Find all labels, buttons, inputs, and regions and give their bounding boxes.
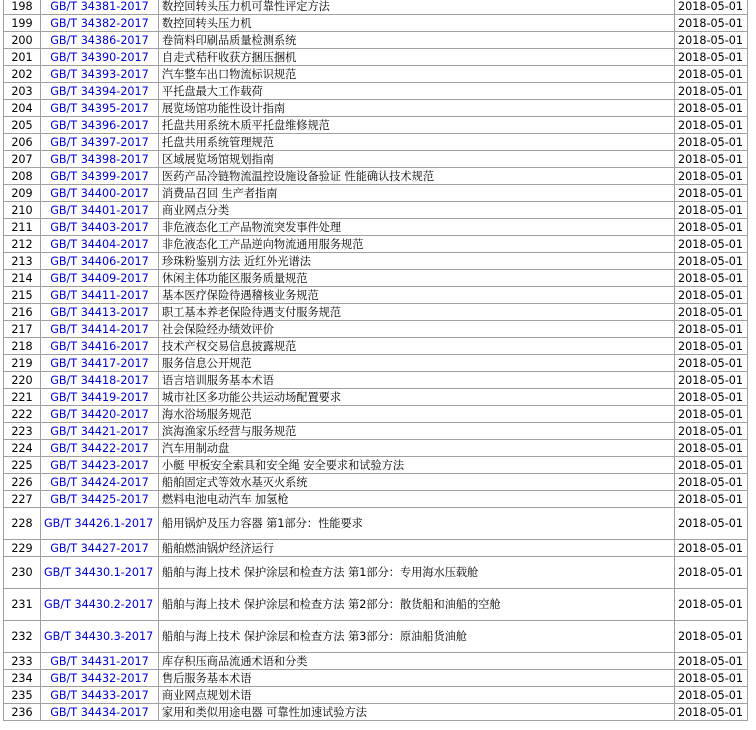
row-number: 209 [4, 185, 41, 202]
standard-code-link[interactable]: GB/T 34406-2017 [50, 254, 149, 268]
standard-code-link[interactable]: GB/T 34432-2017 [50, 671, 149, 685]
table-row [4, 202, 748, 219]
standard-code-link[interactable]: GB/T 34422-2017 [50, 441, 149, 455]
table-row [4, 168, 748, 185]
row-number: 224 [4, 440, 41, 457]
effective-date: 2018-05-01 [675, 287, 748, 304]
row-number: 219 [4, 355, 41, 372]
standard-code-link[interactable]: GB/T 34394-2017 [50, 84, 149, 98]
standard-name: 基本医疗保险待遇稽核业务规范 [159, 287, 675, 304]
table-row [4, 491, 748, 508]
standard-code-cell [41, 440, 159, 457]
standard-code-cell [41, 321, 159, 338]
row-number: 225 [4, 457, 41, 474]
standard-code-link[interactable]: GB/T 34430.3-2017 [44, 629, 154, 643]
effective-date: 2018-05-01 [675, 117, 748, 134]
standard-code-cell [41, 304, 159, 321]
row-number: 215 [4, 287, 41, 304]
standard-code-cell [41, 687, 159, 704]
standard-code-cell [41, 389, 159, 406]
table-row [4, 508, 748, 540]
standard-code-link[interactable]: GB/T 34430.1-2017 [44, 565, 154, 579]
standard-code-link[interactable]: GB/T 34425-2017 [50, 492, 149, 506]
standard-code-cell [41, 0, 159, 15]
standards-table [3, 0, 748, 721]
effective-date: 2018-05-01 [675, 66, 748, 83]
standard-code-cell [41, 134, 159, 151]
standard-code-link[interactable]: GB/T 34413-2017 [50, 305, 149, 319]
standard-name: 汽车整车出口物流标识规范 [159, 66, 675, 83]
effective-date: 2018-05-01 [675, 236, 748, 253]
standard-code-cell [41, 49, 159, 66]
standard-code-cell [41, 338, 159, 355]
standard-code-cell [41, 66, 159, 83]
standard-name: 数控回转头压力机 [159, 15, 675, 32]
table-row [4, 621, 748, 653]
effective-date: 2018-05-01 [675, 202, 748, 219]
standards-list [3, 0, 748, 721]
effective-date: 2018-05-01 [675, 423, 748, 440]
standard-name: 数控回转头压力机可靠性评定方法 [159, 0, 675, 15]
table-row [4, 372, 748, 389]
effective-date: 2018-05-01 [675, 457, 748, 474]
row-number: 207 [4, 151, 41, 168]
standard-code-cell [41, 670, 159, 687]
effective-date: 2018-05-01 [675, 653, 748, 670]
table-row [4, 49, 748, 66]
standard-name: 非危液态化工产品物流突发事件处理 [159, 219, 675, 236]
standard-code-link[interactable]: GB/T 34390-2017 [50, 50, 149, 64]
row-number: 204 [4, 100, 41, 117]
effective-date: 2018-05-01 [675, 134, 748, 151]
standard-code-link[interactable]: GB/T 34396-2017 [50, 118, 149, 132]
effective-date: 2018-05-01 [675, 355, 748, 372]
effective-date: 2018-05-01 [675, 670, 748, 687]
standard-name: 库存积压商品流通术语和分类 [159, 653, 675, 670]
row-number: 216 [4, 304, 41, 321]
table-row [4, 151, 748, 168]
table-row [4, 134, 748, 151]
row-number: 234 [4, 670, 41, 687]
row-number: 198 [4, 0, 41, 15]
row-number: 201 [4, 49, 41, 66]
table-row [4, 185, 748, 202]
standard-code-link[interactable]: GB/T 34430.2-2017 [44, 597, 154, 611]
effective-date: 2018-05-01 [675, 253, 748, 270]
standard-code-link[interactable]: GB/T 34411-2017 [50, 288, 149, 302]
standard-name: 社会保险经办绩效评价 [159, 321, 675, 338]
standard-name: 托盘共用系统管理规范 [159, 134, 675, 151]
standard-name: 燃料电池电动汽车 加氢枪 [159, 491, 675, 508]
row-number: 218 [4, 338, 41, 355]
table-row [4, 670, 748, 687]
standard-code-link[interactable]: GB/T 34424-2017 [50, 475, 149, 489]
row-number: 228 [4, 508, 41, 540]
standard-code-link[interactable]: GB/T 34386-2017 [50, 33, 149, 47]
standard-name: 船舶固定式等效水基灭火系统 [159, 474, 675, 491]
effective-date: 2018-05-01 [675, 540, 748, 557]
standard-name: 技术产权交易信息披露规范 [159, 338, 675, 355]
standard-code-link[interactable]: GB/T 34427-2017 [50, 541, 149, 555]
standard-code-cell [41, 32, 159, 49]
effective-date: 2018-05-01 [675, 168, 748, 185]
effective-date: 2018-05-01 [675, 15, 748, 32]
table-row [4, 389, 748, 406]
standard-code-link[interactable]: GB/T 34395-2017 [50, 101, 149, 115]
table-row [4, 0, 748, 15]
standard-name: 自走式秸秆收获方捆压捆机 [159, 49, 675, 66]
effective-date: 2018-05-01 [675, 338, 748, 355]
row-number: 221 [4, 389, 41, 406]
effective-date: 2018-05-01 [675, 621, 748, 653]
standard-code-cell [41, 372, 159, 389]
effective-date: 2018-05-01 [675, 557, 748, 589]
standard-code-cell [41, 168, 159, 185]
effective-date: 2018-05-01 [675, 687, 748, 704]
standard-name: 语言培训服务基本术语 [159, 372, 675, 389]
effective-date: 2018-05-01 [675, 589, 748, 621]
standard-code-cell [41, 508, 159, 540]
standard-name: 展览场馆功能性设计指南 [159, 100, 675, 117]
table-row [4, 236, 748, 253]
effective-date: 2018-05-01 [675, 32, 748, 49]
standard-code-cell [41, 185, 159, 202]
table-row [4, 474, 748, 491]
standard-code-cell [41, 287, 159, 304]
standard-name: 医药产品冷链物流温控设施设备验证 性能确认技术规范 [159, 168, 675, 185]
standard-name: 商业网点分类 [159, 202, 675, 219]
standard-code-cell [41, 117, 159, 134]
standard-code-cell [41, 253, 159, 270]
standard-code-cell [41, 457, 159, 474]
standard-name: 船舶与海上技术 保护涂层和检查方法 第1部分：专用海水压载舱 [159, 557, 675, 589]
standard-code-link[interactable]: GB/T 34419-2017 [50, 390, 149, 404]
standard-code-link[interactable]: GB/T 34416-2017 [50, 339, 149, 353]
table-row [4, 704, 748, 721]
standard-code-link[interactable]: GB/T 34382-2017 [50, 16, 149, 30]
standard-code-cell [41, 621, 159, 653]
standard-code-cell [41, 491, 159, 508]
standard-code-link[interactable]: GB/T 34393-2017 [50, 67, 149, 81]
standard-code-link[interactable]: GB/T 34423-2017 [50, 458, 149, 472]
effective-date: 2018-05-01 [675, 304, 748, 321]
table-row [4, 355, 748, 372]
standard-name: 消费品召回 生产者指南 [159, 185, 675, 202]
standard-code-cell [41, 540, 159, 557]
standard-name: 平托盘最大工作载荷 [159, 83, 675, 100]
row-number: 226 [4, 474, 41, 491]
row-number: 236 [4, 704, 41, 721]
standard-code-cell [41, 236, 159, 253]
standard-code-link[interactable]: GB/T 34421-2017 [50, 424, 149, 438]
row-number: 231 [4, 589, 41, 621]
row-number: 222 [4, 406, 41, 423]
standard-code-link[interactable]: GB/T 34434-2017 [50, 705, 149, 719]
standard-code-link[interactable]: GB/T 34398-2017 [50, 152, 149, 166]
standard-code-link[interactable]: GB/T 34426.1-2017 [44, 516, 154, 530]
standard-code-cell [41, 557, 159, 589]
table-row [4, 117, 748, 134]
standard-code-cell [41, 474, 159, 491]
table-row [4, 457, 748, 474]
row-number: 229 [4, 540, 41, 557]
row-number: 210 [4, 202, 41, 219]
standard-name: 船舶与海上技术 保护涂层和检查方法 第2部分：散货船和油船的空舱 [159, 589, 675, 621]
standard-name: 服务信息公开规范 [159, 355, 675, 372]
table-row [4, 321, 748, 338]
standard-name: 小艇 甲板安全索具和安全绳 安全要求和试验方法 [159, 457, 675, 474]
table-row [4, 270, 748, 287]
row-number: 208 [4, 168, 41, 185]
row-number: 212 [4, 236, 41, 253]
standard-code-link[interactable]: GB/T 34399-2017 [50, 169, 149, 183]
standard-code-cell [41, 653, 159, 670]
row-number: 211 [4, 219, 41, 236]
row-number: 233 [4, 653, 41, 670]
row-number: 199 [4, 15, 41, 32]
standard-name: 托盘共用系统木质平托盘维修规范 [159, 117, 675, 134]
effective-date: 2018-05-01 [675, 704, 748, 721]
row-number: 203 [4, 83, 41, 100]
table-row [4, 100, 748, 117]
table-row [4, 589, 748, 621]
table-row [4, 557, 748, 589]
row-number: 232 [4, 621, 41, 653]
standard-code-link[interactable]: GB/T 34397-2017 [50, 135, 149, 149]
standard-code-link[interactable]: GB/T 34431-2017 [50, 654, 149, 668]
effective-date: 2018-05-01 [675, 151, 748, 168]
standard-name: 船舶燃油锅炉经济运行 [159, 540, 675, 557]
standard-code-link[interactable]: GB/T 34381-2017 [50, 0, 149, 13]
standard-code-cell [41, 355, 159, 372]
row-number: 200 [4, 32, 41, 49]
standard-name: 休闲主体功能区服务质量规范 [159, 270, 675, 287]
effective-date: 2018-05-01 [675, 185, 748, 202]
standard-code-cell [41, 704, 159, 721]
row-number: 223 [4, 423, 41, 440]
row-number: 214 [4, 270, 41, 287]
standard-code-link[interactable]: GB/T 34417-2017 [50, 356, 149, 370]
row-number: 205 [4, 117, 41, 134]
effective-date: 2018-05-01 [675, 474, 748, 491]
standard-code-link[interactable]: GB/T 34420-2017 [50, 407, 149, 421]
effective-date: 2018-05-01 [675, 440, 748, 457]
table-row [4, 338, 748, 355]
row-number: 230 [4, 557, 41, 589]
standard-code-link[interactable]: GB/T 34401-2017 [50, 203, 149, 217]
effective-date: 2018-05-01 [675, 372, 748, 389]
standard-name: 珍珠粉鉴别方法 近红外光谱法 [159, 253, 675, 270]
standard-name: 海水浴场服务规范 [159, 406, 675, 423]
standard-name: 商业网点规划术语 [159, 687, 675, 704]
effective-date: 2018-05-01 [675, 49, 748, 66]
standard-name: 滨海渔家乐经营与服务规范 [159, 423, 675, 440]
table-row [4, 440, 748, 457]
standard-name: 职工基本养老保险待遇支付服务规范 [159, 304, 675, 321]
standard-code-cell [41, 83, 159, 100]
standard-code-link[interactable]: GB/T 34414-2017 [50, 322, 149, 336]
table-row [4, 540, 748, 557]
standard-code-cell [41, 202, 159, 219]
standard-code-cell [41, 15, 159, 32]
row-number: 206 [4, 134, 41, 151]
standard-code-link[interactable]: GB/T 34418-2017 [50, 373, 149, 387]
standard-code-cell [41, 423, 159, 440]
standard-name: 售后服务基本术语 [159, 670, 675, 687]
effective-date: 2018-05-01 [675, 491, 748, 508]
standard-name: 船舶与海上技术 保护涂层和检查方法 第3部分：原油船货油舱 [159, 621, 675, 653]
standard-name: 卷筒料印刷品质量检测系统 [159, 32, 675, 49]
row-number: 235 [4, 687, 41, 704]
effective-date: 2018-05-01 [675, 389, 748, 406]
standard-name: 汽车用制动盘 [159, 440, 675, 457]
standard-name: 船用锅炉及压力容器 第1部分：性能要求 [159, 508, 675, 540]
standard-code-cell [41, 406, 159, 423]
row-number: 220 [4, 372, 41, 389]
effective-date: 2018-05-01 [675, 406, 748, 423]
effective-date: 2018-05-01 [675, 508, 748, 540]
effective-date: 2018-05-01 [675, 0, 748, 15]
standards-table-body [4, 0, 748, 721]
standard-code-cell [41, 100, 159, 117]
standard-code-cell [41, 219, 159, 236]
table-row [4, 32, 748, 49]
table-row [4, 423, 748, 440]
table-row [4, 406, 748, 423]
standard-code-link[interactable]: GB/T 34403-2017 [50, 220, 149, 234]
table-row [4, 15, 748, 32]
standard-code-link[interactable]: GB/T 34400-2017 [50, 186, 149, 200]
table-row [4, 66, 748, 83]
standard-code-cell [41, 589, 159, 621]
row-number: 217 [4, 321, 41, 338]
effective-date: 2018-05-01 [675, 321, 748, 338]
row-number: 213 [4, 253, 41, 270]
standard-name: 城市社区多功能公共运动场配置要求 [159, 389, 675, 406]
effective-date: 2018-05-01 [675, 219, 748, 236]
standard-name: 非危液态化工产品逆向物流通用服务规范 [159, 236, 675, 253]
table-row [4, 83, 748, 100]
row-number: 202 [4, 66, 41, 83]
standard-code-link[interactable]: GB/T 34433-2017 [50, 688, 149, 702]
standard-code-link[interactable]: GB/T 34404-2017 [50, 237, 149, 251]
table-row [4, 653, 748, 670]
effective-date: 2018-05-01 [675, 100, 748, 117]
standard-name: 家用和类似用途电器 可靠性加速试验方法 [159, 704, 675, 721]
table-row [4, 687, 748, 704]
standard-name: 区域展览场馆规划指南 [159, 151, 675, 168]
row-number: 227 [4, 491, 41, 508]
table-row [4, 304, 748, 321]
standard-code-link[interactable]: GB/T 34409-2017 [50, 271, 149, 285]
table-row [4, 219, 748, 236]
standard-code-cell [41, 270, 159, 287]
effective-date: 2018-05-01 [675, 83, 748, 100]
table-row [4, 253, 748, 270]
table-row [4, 287, 748, 304]
standard-code-cell [41, 151, 159, 168]
effective-date: 2018-05-01 [675, 270, 748, 287]
